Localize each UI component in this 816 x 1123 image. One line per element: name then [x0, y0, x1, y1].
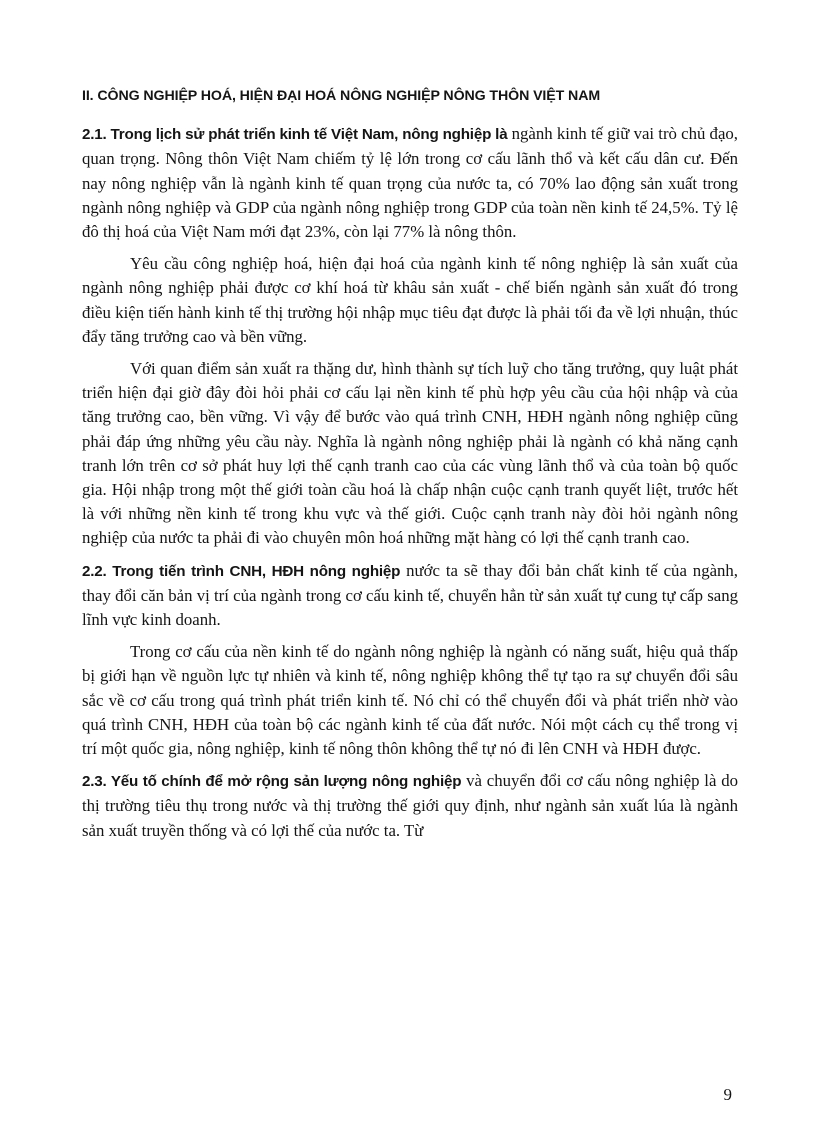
- section-2-1-text: ngành kinh tế giữ vai trò chủ đạo, quan trọng. Nông thôn Việt Nam chiếm tỷ lệ lớn trong cơ cấu lãnh thổ và kết cấu dân cư. Đến nay nông nghiệp vẫn là ngành kinh tế quan trọng của nước ta, có 70% lao động sản xuất trong ngành nông nghiệp và GDP của ngành nông nghiệp trong GDP của toàn nền kinh tế 24,5%. Tỷ lệ đô thị hoá của Việt Nam mới đạt 23%, còn lại 77% là nông thôn.: [82, 124, 738, 242]
- section-2-3-lead: 2.3. Yếu tố chính để mở rộng sản lượng nông nghiệp: [82, 773, 462, 791]
- paragraph-1: Yêu cầu công nghiệp hoá, hiện đại hoá của ngành kinh tế nông nghiệp là sản xuất của ngành nông nghiệp phải được cơ khí hoá từ khâu sản xuất - chế biến ngành sản xuất đó trong điều kiện tiến hành kinh tế thị trường hội nhập mục tiêu đạt được là phải tối đa về lợi nhuận, thúc đẩy tăng trưởng cao và bền vững.: [82, 254, 738, 346]
- paragraph-3: Trong cơ cấu của nền kinh tế do ngành nông nghiệp là ngành có năng suất, hiệu quả thấp bị giới hạn về nguồn lực tự nhiên và kinh tế, nông nghiệp không thể tự tạo ra sự chuyển đổi sâu sắc về cơ cấu trong quá trình phát triển kinh tế. Nó chỉ có thể chuyển đổi và phát triển nhờ vào quá trình CNH, HĐH của toàn bộ các ngành kinh tế của đất nước. Nói một cách cụ thể trong vị trí một quốc gia, nông nghiệp, kinh tế nông thôn không thể tự nó đi lên CNH và HĐH được.: [82, 642, 738, 759]
- section-2-1-lead: 2.1. Trong lịch sử phát triển kinh tế Việt Nam, nông nghiệp là: [82, 126, 508, 144]
- section-2-2: [82, 559, 738, 633]
- section-2-3: [82, 769, 738, 843]
- paragraph-2: Với quan điểm sản xuất ra thặng dư, hình thành sự tích luỹ cho tăng trưởng, quy luật phát triển hiện đại giờ đây đòi hỏi phải cơ cấu lại nền kinh tế phù hợp yêu cầu của hội nhập và của tăng trưởng cao, bền vững. Vì vậy để bước vào quá trình CNH, HĐH ngành nông nghiệp cũng phải đáp ứng những yêu cầu này. Nghĩa là ngành nông nghiệp phải là ngành có khả năng cạnh tranh lớn trên cơ sở phát huy lợi thế cạnh tranh cao của các vùng lãnh thổ và của toàn bộ quốc gia. Hội nhập trong một thế giới toàn cầu hoá là chấp nhận cuộc cạnh tranh quyết liệt, trước hết là với những nền kinh tế trong khu vực và thế giới. Cuộc cạnh tranh này đòi hỏi ngành nông nghiệp của nước ta phải đi vào chuyên môn hoá những mặt hàng có lợi thế cạnh tranh cao.: [82, 359, 738, 548]
- section-heading: II. CÔNG NGHIỆP HOÁ, HIỆN ĐẠI HOÁ NÔNG NGHIỆP NÔNG THÔN VIỆT NAM: [82, 88, 601, 104]
- section-2-2-text: nước ta sẽ thay đổi bản chất kinh tế của ngành, thay đổi căn bản vị trí của ngành trong cơ cấu kinh tế, chuyển hẳn từ sản xuất tự cung tự cấp sang lĩnh vực kinh doanh.: [82, 560, 739, 630]
- section-2-1: [82, 122, 738, 244]
- page-number: 9: [723, 1085, 732, 1104]
- section-2-3-text: và chuyển đổi cơ cấu nông nghiệp là do thị trường tiêu thụ trong nước và thị trường thế giới quy định, như ngành sản xuất lúa là ngành sản xuất truyền thống và có lợi thế của nước ta. Từ: [82, 771, 738, 840]
- document-page: [82, 84, 738, 851]
- section-2-2-lead: 2.2. Trong tiến trình CNH, HĐH nông nghiệp: [82, 562, 401, 580]
